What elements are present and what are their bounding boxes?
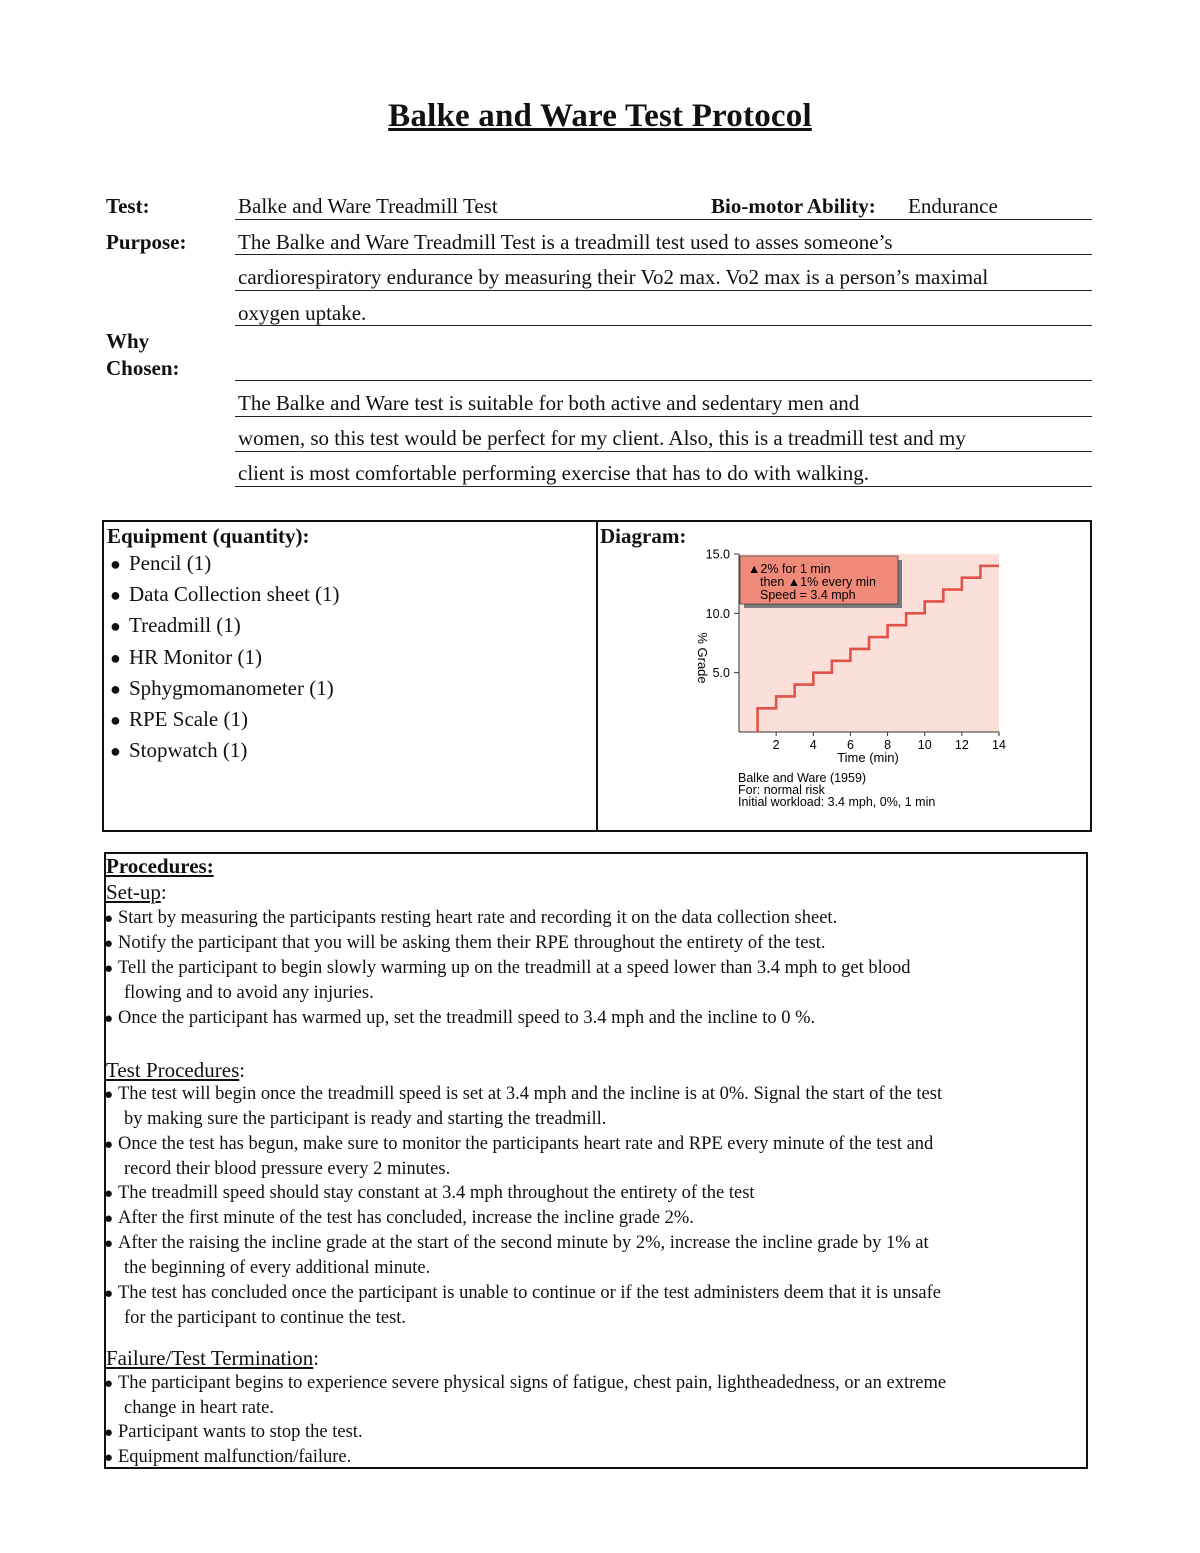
bullet-icon: ● — [104, 911, 114, 927]
list-item: ● Data Collection sheet (1) — [110, 579, 340, 610]
x-axis-label: Time (min) — [837, 750, 899, 765]
bullet-icon: ● — [104, 1376, 114, 1392]
y-axis-label: % Grade — [695, 632, 710, 684]
x-tick-label: 14 — [992, 738, 1006, 752]
why-line-2: women, so this test would be perfect for my client. Also, this is a treadmill test and my — [238, 426, 966, 450]
chart-legend-box — [740, 556, 902, 608]
legend-line-1: ▲2% for 1 min — [748, 562, 831, 576]
why-label-1: Why — [106, 329, 150, 353]
bullet-icon: ● — [104, 1011, 114, 1027]
list-item: ● Tell the participant to begin slowly warming up on the treadmill at a speed lower than 3.4 mph to get blood — [104, 958, 911, 978]
x-tick-label: 10 — [917, 738, 932, 752]
x-tick-label: 2 — [772, 738, 780, 752]
why-line-1: The Balke and Ware test is suitable for both active and sedentary men and — [238, 391, 860, 415]
list-item: ● Start by measuring the participants resting heart rate and recording it on the data collection sheet. — [104, 908, 838, 928]
y-tick-label: 10.0 — [705, 606, 730, 621]
equipment-heading: Equipment (quantity): — [107, 524, 310, 548]
x-tick-label: 12 — [954, 738, 969, 752]
setup-heading: Set-up: — [106, 880, 167, 904]
list-item: ● Once the test has begun, make sure to monitor the participants heart rate and RPE every minute of the test and — [104, 1134, 934, 1154]
bullet-icon: ● — [104, 936, 114, 952]
x-tick-label: 6 — [846, 738, 854, 752]
why-underline-1 — [235, 416, 1092, 417]
bullet-icon: ● — [110, 678, 121, 699]
bullet-icon: ● — [110, 554, 121, 574]
bullet-icon: ● — [110, 616, 121, 637]
why-line-3: client is most comfortable performing exercise that has to do with walking. — [238, 461, 870, 485]
legend-line-2: then ▲1% every min — [760, 575, 876, 589]
y-tick-label: 15.0 — [705, 547, 730, 562]
why-underline-3 — [235, 486, 1092, 487]
bullet-icon: ● — [104, 1211, 114, 1227]
bullet-icon: ● — [104, 1425, 114, 1441]
list-item: ● Notify the participant that you will be asking them their RPE throughout the entirety of the test. — [104, 933, 826, 953]
bullet-icon: ● — [104, 1450, 114, 1466]
diagram-heading: Diagram: — [600, 524, 687, 548]
why-underline-0 — [235, 380, 1092, 381]
purpose-underline-2 — [235, 290, 1092, 291]
purpose-label: Purpose: — [106, 230, 187, 254]
x-axis — [739, 732, 1006, 752]
list-item-cont: by making sure the participant is ready and starting the treadmill. — [124, 1109, 607, 1129]
why-label-2: Chosen: — [106, 356, 180, 380]
purpose-underline-3 — [235, 325, 1092, 326]
list-item: ● The treadmill speed should stay constant at 3.4 mph throughout the entirety of the test — [104, 1183, 755, 1203]
list-item: ● Stopwatch (1) — [110, 735, 340, 766]
bullet-icon: ● — [104, 961, 114, 977]
equipment-list — [110, 548, 340, 766]
test-underline — [235, 219, 1092, 220]
list-item-cont: the beginning of every additional minute. — [124, 1258, 431, 1278]
list-item-cont: change in heart rate. — [124, 1398, 274, 1418]
list-item: ● Participant wants to stop the test. — [104, 1422, 363, 1442]
list-item: ● Once the participant has warmed up, set the treadmill speed to 3.4 mph and the incline to 0 %. — [104, 1008, 816, 1028]
biomotor-label: Bio-motor Ability: — [711, 194, 876, 218]
why-underline-2 — [235, 451, 1092, 452]
list-item: ● The test has concluded once the participant is unable to continue or if the test administers deem that it is unsafe — [104, 1283, 942, 1303]
y-tick-label: 5.0 — [712, 666, 730, 681]
bullet-icon: ● — [104, 1087, 114, 1103]
list-item: ● RPE Scale (1) — [110, 704, 340, 735]
list-item-cont: flowing and to avoid any injuries. — [124, 983, 374, 1003]
grade-chart — [666, 540, 1086, 828]
list-item-cont: record their blood pressure every 2 minutes. — [124, 1159, 451, 1179]
x-tick-label: 8 — [884, 738, 892, 752]
test-procedures-heading: Test Procedures: — [106, 1058, 246, 1082]
list-item: ● The test will begin once the treadmill speed is set at 3.4 mph and the incline is at 0%. Signal the start of the test — [104, 1084, 943, 1104]
bullet-icon: ● — [110, 741, 121, 762]
legend-line-3: Speed = 3.4 mph — [760, 588, 856, 602]
bullet-icon: ● — [104, 1137, 114, 1153]
bullet-icon: ● — [110, 709, 121, 730]
bullet-icon: ● — [104, 1286, 114, 1302]
test-value: Balke and Ware Treadmill Test — [238, 194, 498, 218]
caption-line-3: Initial workload: 3.4 mph, 0%, 1 min — [738, 795, 936, 809]
list-item: ● Sphygmomanometer (1) — [110, 673, 340, 704]
purpose-line-2: cardiorespiratory endurance by measuring their Vo2 max. Vo2 max is a person’s maximal — [238, 265, 989, 289]
failure-heading: Failure/Test Termination: — [106, 1346, 320, 1370]
bullet-icon: ● — [110, 647, 121, 668]
procedures-heading: Procedures: — [106, 854, 214, 878]
list-item: ● Treadmill (1) — [110, 610, 340, 641]
bullet-icon: ● — [110, 585, 121, 606]
purpose-line-1: The Balke and Ware Treadmill Test is a treadmill test used to asses someone’s — [238, 230, 893, 254]
list-item-cont: for the participant to continue the test. — [124, 1308, 407, 1328]
document-title: Balke and Ware Test Protocol — [388, 98, 812, 134]
caption-line-1: Balke and Ware (1959) — [738, 771, 867, 785]
caption-line-2: For: normal risk — [738, 783, 825, 797]
bullet-icon: ● — [104, 1236, 114, 1252]
purpose-underline-1 — [235, 254, 1092, 255]
list-item: ● The participant begins to experience severe physical signs of fatigue, chest pain, lightheadedness, or an extreme — [104, 1373, 947, 1393]
list-item: ● After the raising the incline grade at the start of the second minute by 2%, increase the incline grade by 1% at — [104, 1233, 929, 1253]
biomotor-value: Endurance — [908, 194, 998, 218]
list-item: ● Equipment malfunction/failure. — [104, 1447, 352, 1467]
bullet-icon: ● — [104, 1186, 114, 1202]
x-tick-label: 4 — [809, 738, 817, 752]
list-item: ● Pencil (1) — [110, 548, 340, 579]
test-label: Test: — [106, 194, 150, 218]
purpose-line-3: oxygen uptake. — [238, 301, 367, 325]
list-item: ● After the first minute of the test has concluded, increase the incline grade 2%. — [104, 1208, 694, 1228]
list-item: ● HR Monitor (1) — [110, 642, 340, 673]
